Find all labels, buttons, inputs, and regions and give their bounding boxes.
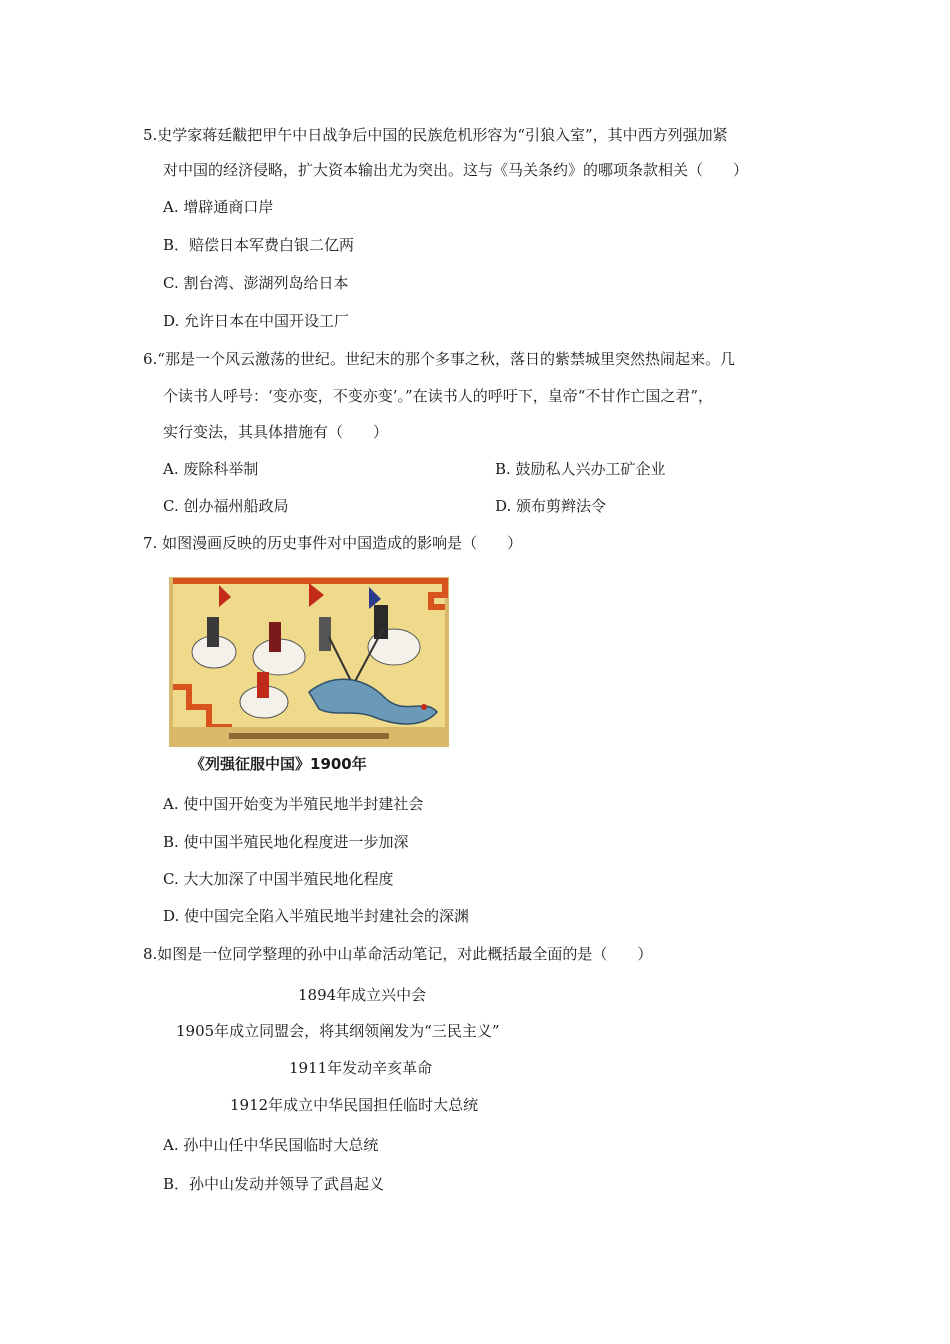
q6-stem-line3: 实行变法，其具体措施有（ ） xyxy=(163,423,389,441)
q5-stem-line1: 5.史学家蒋廷黻把甲午中日战争后中国的民族危机形容为“引狼入室”，其中西方列强加紧 xyxy=(143,126,728,144)
q6-stem-line1: 6.“那是一个风云激荡的世纪。世纪末的那个多事之秋，落日的紫禁城里突然热闹起来。几 xyxy=(143,350,735,368)
q7-option-c: C. 大大加深了中国半殖民地化程度 xyxy=(163,870,394,888)
q6-option-a: A. 废除科举制 xyxy=(163,460,259,478)
q8-note-1911: 1911年发动辛亥革命 xyxy=(289,1059,433,1077)
q5-option-b: B．赔偿日本军费白银二亿两 xyxy=(163,236,355,254)
q8-note-1894: 1894年成立兴中会 xyxy=(298,986,427,1004)
q5-option-c: C. 割台湾、澎湖列岛给日本 xyxy=(163,274,349,292)
q8-option-a: A. 孙中山任中华民国临时大总统 xyxy=(163,1136,379,1154)
q6-stem-line2: 个读书人呼号：‘变亦变，不变亦变’。”在读书人的呼吁下，皇帝“不甘作亡国之君”， xyxy=(163,387,714,405)
q6-option-d: D. 颁布剪辫法令 xyxy=(495,497,607,515)
q8-option-b: B．孙中山发动并领导了武昌起义 xyxy=(163,1175,385,1193)
q8-note-1905: 1905年成立同盟会，将其纲领阐发为“三民主义” xyxy=(176,1022,500,1040)
q5-option-d: D. 允许日本在中国开设工厂 xyxy=(163,312,350,330)
q7-option-d: D. 使中国完全陷入半殖民地半封建社会的深渊 xyxy=(163,907,470,925)
q6-option-c: C. 创办福州船政局 xyxy=(163,497,289,515)
cartoon-image xyxy=(169,577,449,747)
cartoon-caption: 《列强征服中国》1900年 xyxy=(190,755,367,773)
q5-option-a: A. 增辟通商口岸 xyxy=(163,198,274,216)
q6-option-b: B. 鼓励私人兴办工矿企业 xyxy=(495,460,666,478)
q5-stem-line2: 对中国的经济侵略，扩大资本输出尤为突出。这与《马关条约》的哪项条款相关（ ） xyxy=(163,161,749,179)
q7-option-b: B. 使中国半殖民地化程度进一步加深 xyxy=(163,833,409,851)
q7-stem: 7. 如图漫画反映的历史事件对中国造成的影响是（ ） xyxy=(143,534,523,552)
q8-stem: 8.如图是一位同学整理的孙中山革命活动笔记，对此概括最全面的是（ ） xyxy=(143,945,653,963)
q7-option-a: A. 使中国开始变为半殖民地半封建社会 xyxy=(163,795,424,813)
q8-note-1912: 1912年成立中华民国担任临时大总统 xyxy=(230,1096,479,1114)
